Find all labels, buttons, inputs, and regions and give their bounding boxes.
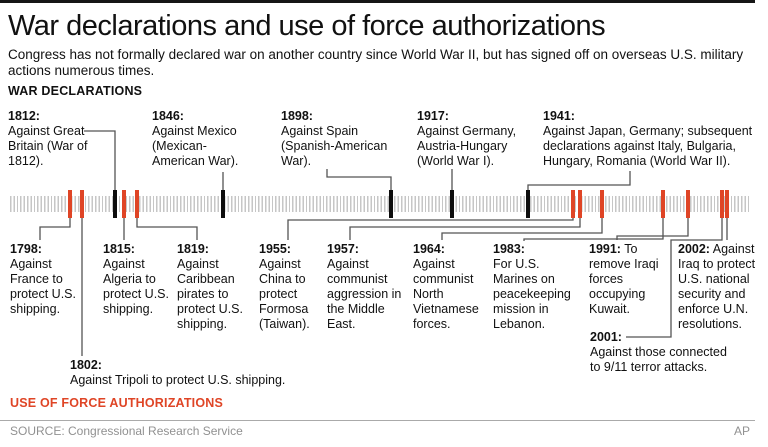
- event-year-1991: 1991:: [589, 242, 621, 256]
- timeline-marker-1846: [221, 190, 225, 218]
- event-text-1957: Against communist aggression in the Middle East.: [327, 257, 402, 331]
- event-year-1955: 1955:: [259, 242, 291, 256]
- timeline-marker-1819: [135, 190, 139, 218]
- event-text-1964: Against communist North Vietnamese forces.: [413, 257, 479, 331]
- event-year-1941: 1941:: [543, 109, 575, 123]
- event-text-1815: Against Algeria to protect U.S. shipping.: [103, 257, 169, 316]
- connector-1898: [327, 169, 391, 196]
- timeline-marker-1991: [686, 190, 690, 218]
- event-text-1991: To remove Iraqi forces occupying Kuwait.: [589, 242, 659, 316]
- timeline-marker-1955: [571, 190, 575, 218]
- event-year-1812: 1812:: [8, 109, 40, 123]
- page-title: War declarations and use of force authorizations: [8, 10, 606, 42]
- event-text-1955: Against China to protect Formosa (Taiwan).: [259, 257, 310, 331]
- event-text-2002: Against Iraq to protect U.S. national security and enforce U.N. resolutions.: [678, 242, 756, 331]
- timeline-marker-1798: [68, 190, 72, 218]
- event-label-1802: [70, 358, 370, 388]
- event-text-1898: Against Spain (Spanish-American War).: [281, 124, 388, 168]
- timeline-marker-1983: [661, 190, 665, 218]
- timeline-marker-1812: [113, 190, 117, 218]
- event-year-1964: 1964:: [413, 242, 445, 256]
- event-year-1983: 1983:: [493, 242, 525, 256]
- event-label-2002: [678, 242, 768, 332]
- section-heading-war-declarations: WAR DECLARATIONS: [8, 84, 143, 98]
- event-year-1846: 1846:: [152, 109, 184, 123]
- event-label-1957: [327, 242, 407, 332]
- event-label-1798: [10, 242, 86, 317]
- event-label-1898: [281, 109, 403, 169]
- event-text-1802: Against Tripoli to protect U.S. shipping.: [70, 373, 286, 387]
- event-label-1815: [103, 242, 181, 317]
- connector-1819: [137, 212, 197, 240]
- event-label-1991: [589, 242, 669, 317]
- source-credit-text: SOURCE: Congressional Research Service: [10, 424, 243, 438]
- event-label-1812: [8, 109, 108, 169]
- event-text-1941: Against Japan, Germany; subsequent declarations against Italy, Bulgaria, Hungary, Romania (World War II).: [543, 124, 753, 168]
- event-text-1798: Against France to protect U.S. shipping.: [10, 257, 76, 316]
- event-label-2001: [590, 330, 730, 375]
- event-text-1812: Against Great Britain (War of 1812).: [8, 124, 88, 168]
- page-subtitle: Congress has not formally declared war on another country since World War II, but has signed off on overseas U.S. military actions numerous times.: [8, 47, 744, 78]
- event-year-2002: 2002:: [678, 242, 710, 256]
- timeline-marker-1941: [526, 190, 530, 218]
- event-year-1815: 1815:: [103, 242, 135, 256]
- connector-1991: [617, 212, 688, 240]
- connector-1983: [524, 212, 663, 241]
- timeline-marker-1802: [80, 190, 84, 218]
- event-label-1955: [259, 242, 323, 332]
- section-heading-use-of-force: USE OF FORCE AUTHORIZATIONS: [10, 396, 224, 410]
- event-year-1957: 1957:: [327, 242, 359, 256]
- event-year-1917: 1917:: [417, 109, 449, 123]
- event-year-1798: 1798:: [10, 242, 42, 256]
- event-year-2001: 2001:: [590, 330, 622, 344]
- event-text-1917: Against Germany, Austria-Hungary (World War I).: [417, 124, 517, 168]
- event-year-1898: 1898:: [281, 109, 313, 123]
- event-label-1846: [152, 109, 252, 169]
- event-text-1819: Against Caribbean pirates to protect U.S. shipping.: [177, 257, 243, 331]
- timeline-marker-1815: [122, 190, 126, 218]
- event-label-1964: [413, 242, 493, 332]
- connector-1955: [288, 212, 573, 240]
- event-label-1941: [543, 109, 755, 169]
- timeline-marker-2002: [725, 190, 729, 218]
- timeline-marker-1917: [450, 190, 454, 218]
- event-label-1917: [417, 109, 529, 169]
- event-text-1846: Against Mexico (Mexican-American War).: [152, 124, 239, 168]
- event-text-2001: Against those connected to 9/11 terror attacks.: [590, 345, 727, 374]
- connector-1798: [40, 212, 70, 240]
- timeline-marker-1898: [389, 190, 393, 218]
- connector-1957: [350, 212, 580, 240]
- event-text-1983: For U.S. Marines on peacekeeping mission in Lebanon.: [493, 257, 571, 331]
- footer-divider-rule: [0, 420, 755, 421]
- event-label-1819: [177, 242, 257, 332]
- event-year-1802: 1802:: [70, 358, 102, 372]
- timeline-marker-1964: [600, 190, 604, 218]
- event-year-1819: 1819:: [177, 242, 209, 256]
- top-divider-bar: [0, 0, 755, 3]
- timeline-marker-1957: [578, 190, 582, 218]
- timeline-marker-2001: [720, 190, 724, 218]
- event-label-1983: [493, 242, 585, 332]
- ap-credit: AP: [734, 424, 751, 438]
